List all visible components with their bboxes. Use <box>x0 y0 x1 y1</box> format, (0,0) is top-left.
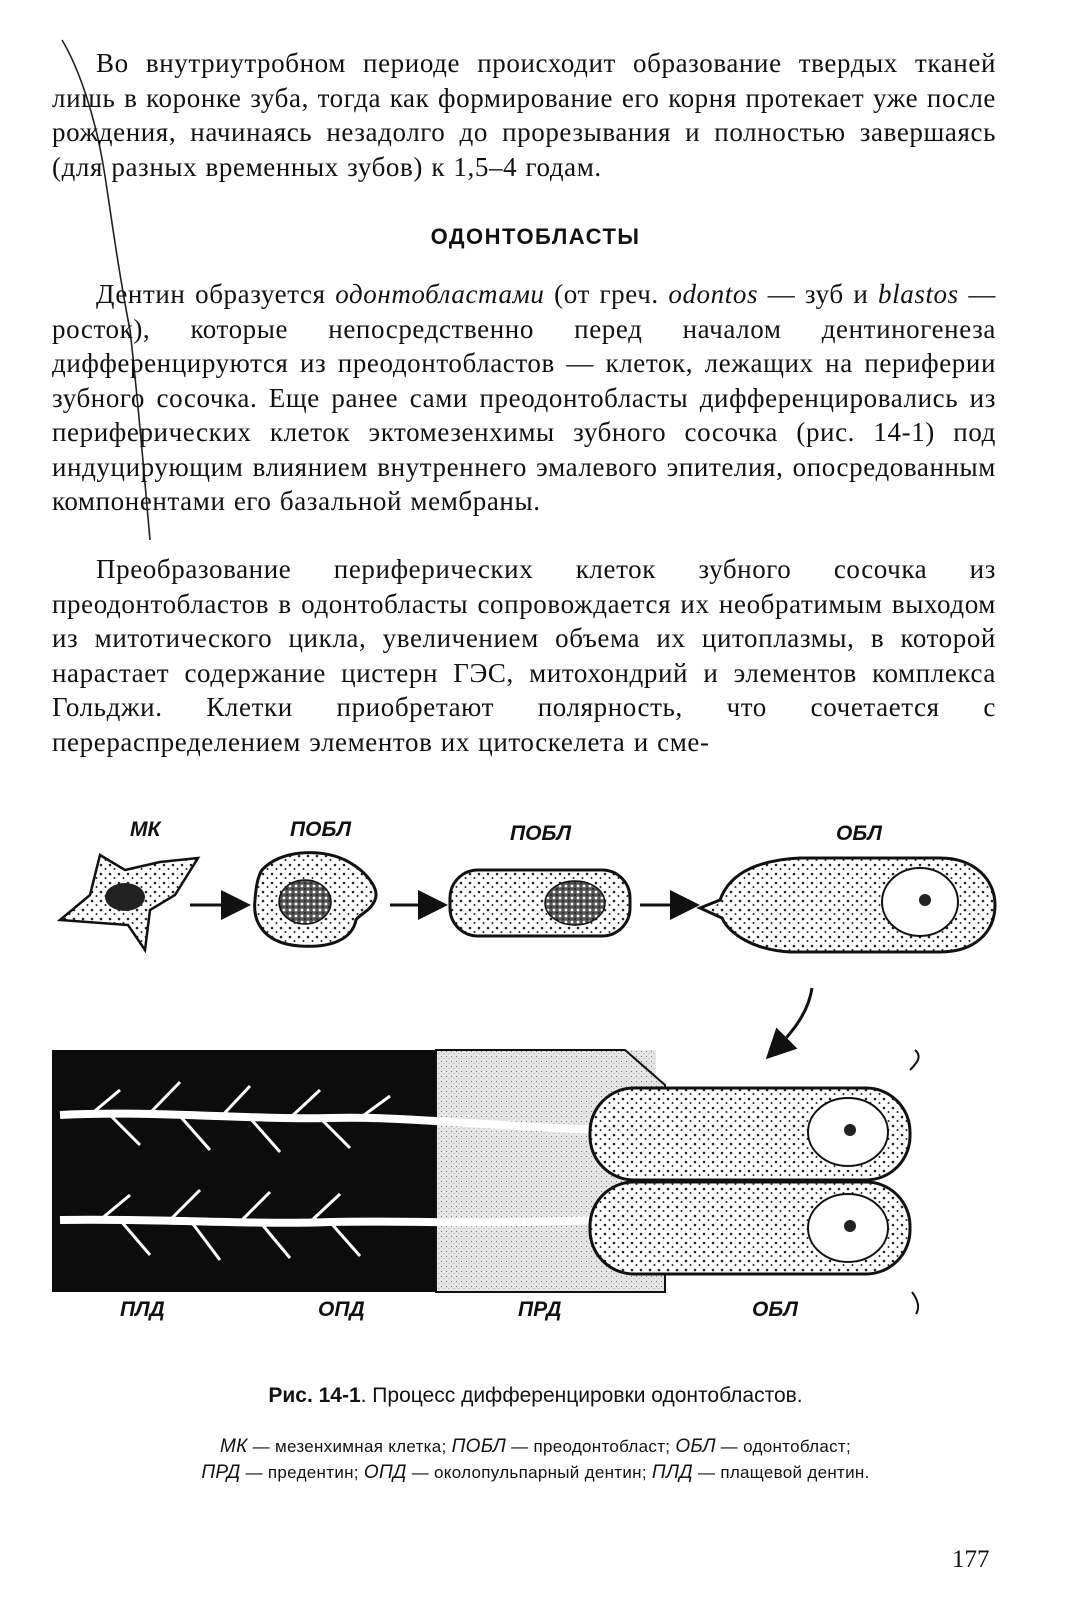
figure-label-top-1: МК <box>130 818 161 841</box>
paragraph-intro: Во внутриутробном периоде происходит образование твердых тканей лишь в коронке зуба, тогда как формирование его корня протекает уже после рождения, начинаясь незадолго до прорезывания и полностью завершаясь (для разных временных зубов) к 1,5–4 годам. <box>52 48 996 182</box>
preodontoblast-cell-2 <box>450 870 630 936</box>
figure-label-bottom-2: ОПД <box>318 1298 365 1321</box>
figure-label-bottom-4: ОБЛ <box>752 1298 798 1321</box>
figure-illustration <box>0 800 1071 1360</box>
odontoblast-cell-top <box>700 858 995 952</box>
figure-legend: МК — мезенхимная клетка; ПОБЛ — преодонтобласт; ОБЛ — одонтобласт; ПРД — предентин; ОПД — околопульпарный дентин; ПЛД — плащевой дентин. <box>201 1436 870 1483</box>
figure-odontoblast-differentiation <box>0 800 1071 1360</box>
arrow-down <box>770 988 812 1055</box>
figure-label-bottom-3: ПРД <box>518 1298 562 1321</box>
section-heading: ОДОНТОБЛАСТЫ <box>430 224 641 249</box>
figure-label-bottom-1: ПЛД <box>120 1298 165 1321</box>
paragraph-dentin: Дентин образуется одонтобластами (от греч. odontos — зуб и blastos — росток), которые непосредственно перед началом дентиногенеза дифференцируются из преодонтобластов — клеток, лежащих на периферии зубного сосочка. Еще ранее сами преодонтобласты дифференцировались из периферических клеток эктомезенхимы зубного сосочка (рис. 14-1) под индуцирующим влиянием внутреннего эмалевого эпителия, опосредованным компонентами его базальной мембраны. <box>52 279 996 516</box>
preodontoblast-cell-1 <box>255 853 376 947</box>
figure-label-top-3: ПОБЛ <box>510 822 571 845</box>
paragraph-transformation: Преобразование периферических клеток зубного сосочка из преодонтобластов в одонтобласты сопровождается их необратимым выходом из митотического цикла, увеличением объема их цитоплазмы, в которой нарастает содержание цистерн ГЭС, митохондрий и элементов комплекса Гольджи. Клетки приобретают полярность, что сочетается с перераспределением элементов их цитоскелета и сме- <box>52 554 996 757</box>
dentin-panel <box>52 1050 919 1314</box>
mesenchymal-cell <box>60 855 198 950</box>
figure-caption: Рис. 14-1. Процесс дифференцировки одонтобластов. <box>268 1384 803 1407</box>
page-number: 177 <box>952 1546 990 1573</box>
figure-label-top-2: ПОБЛ <box>290 818 351 841</box>
figure-label-top-4: ОБЛ <box>836 822 882 845</box>
